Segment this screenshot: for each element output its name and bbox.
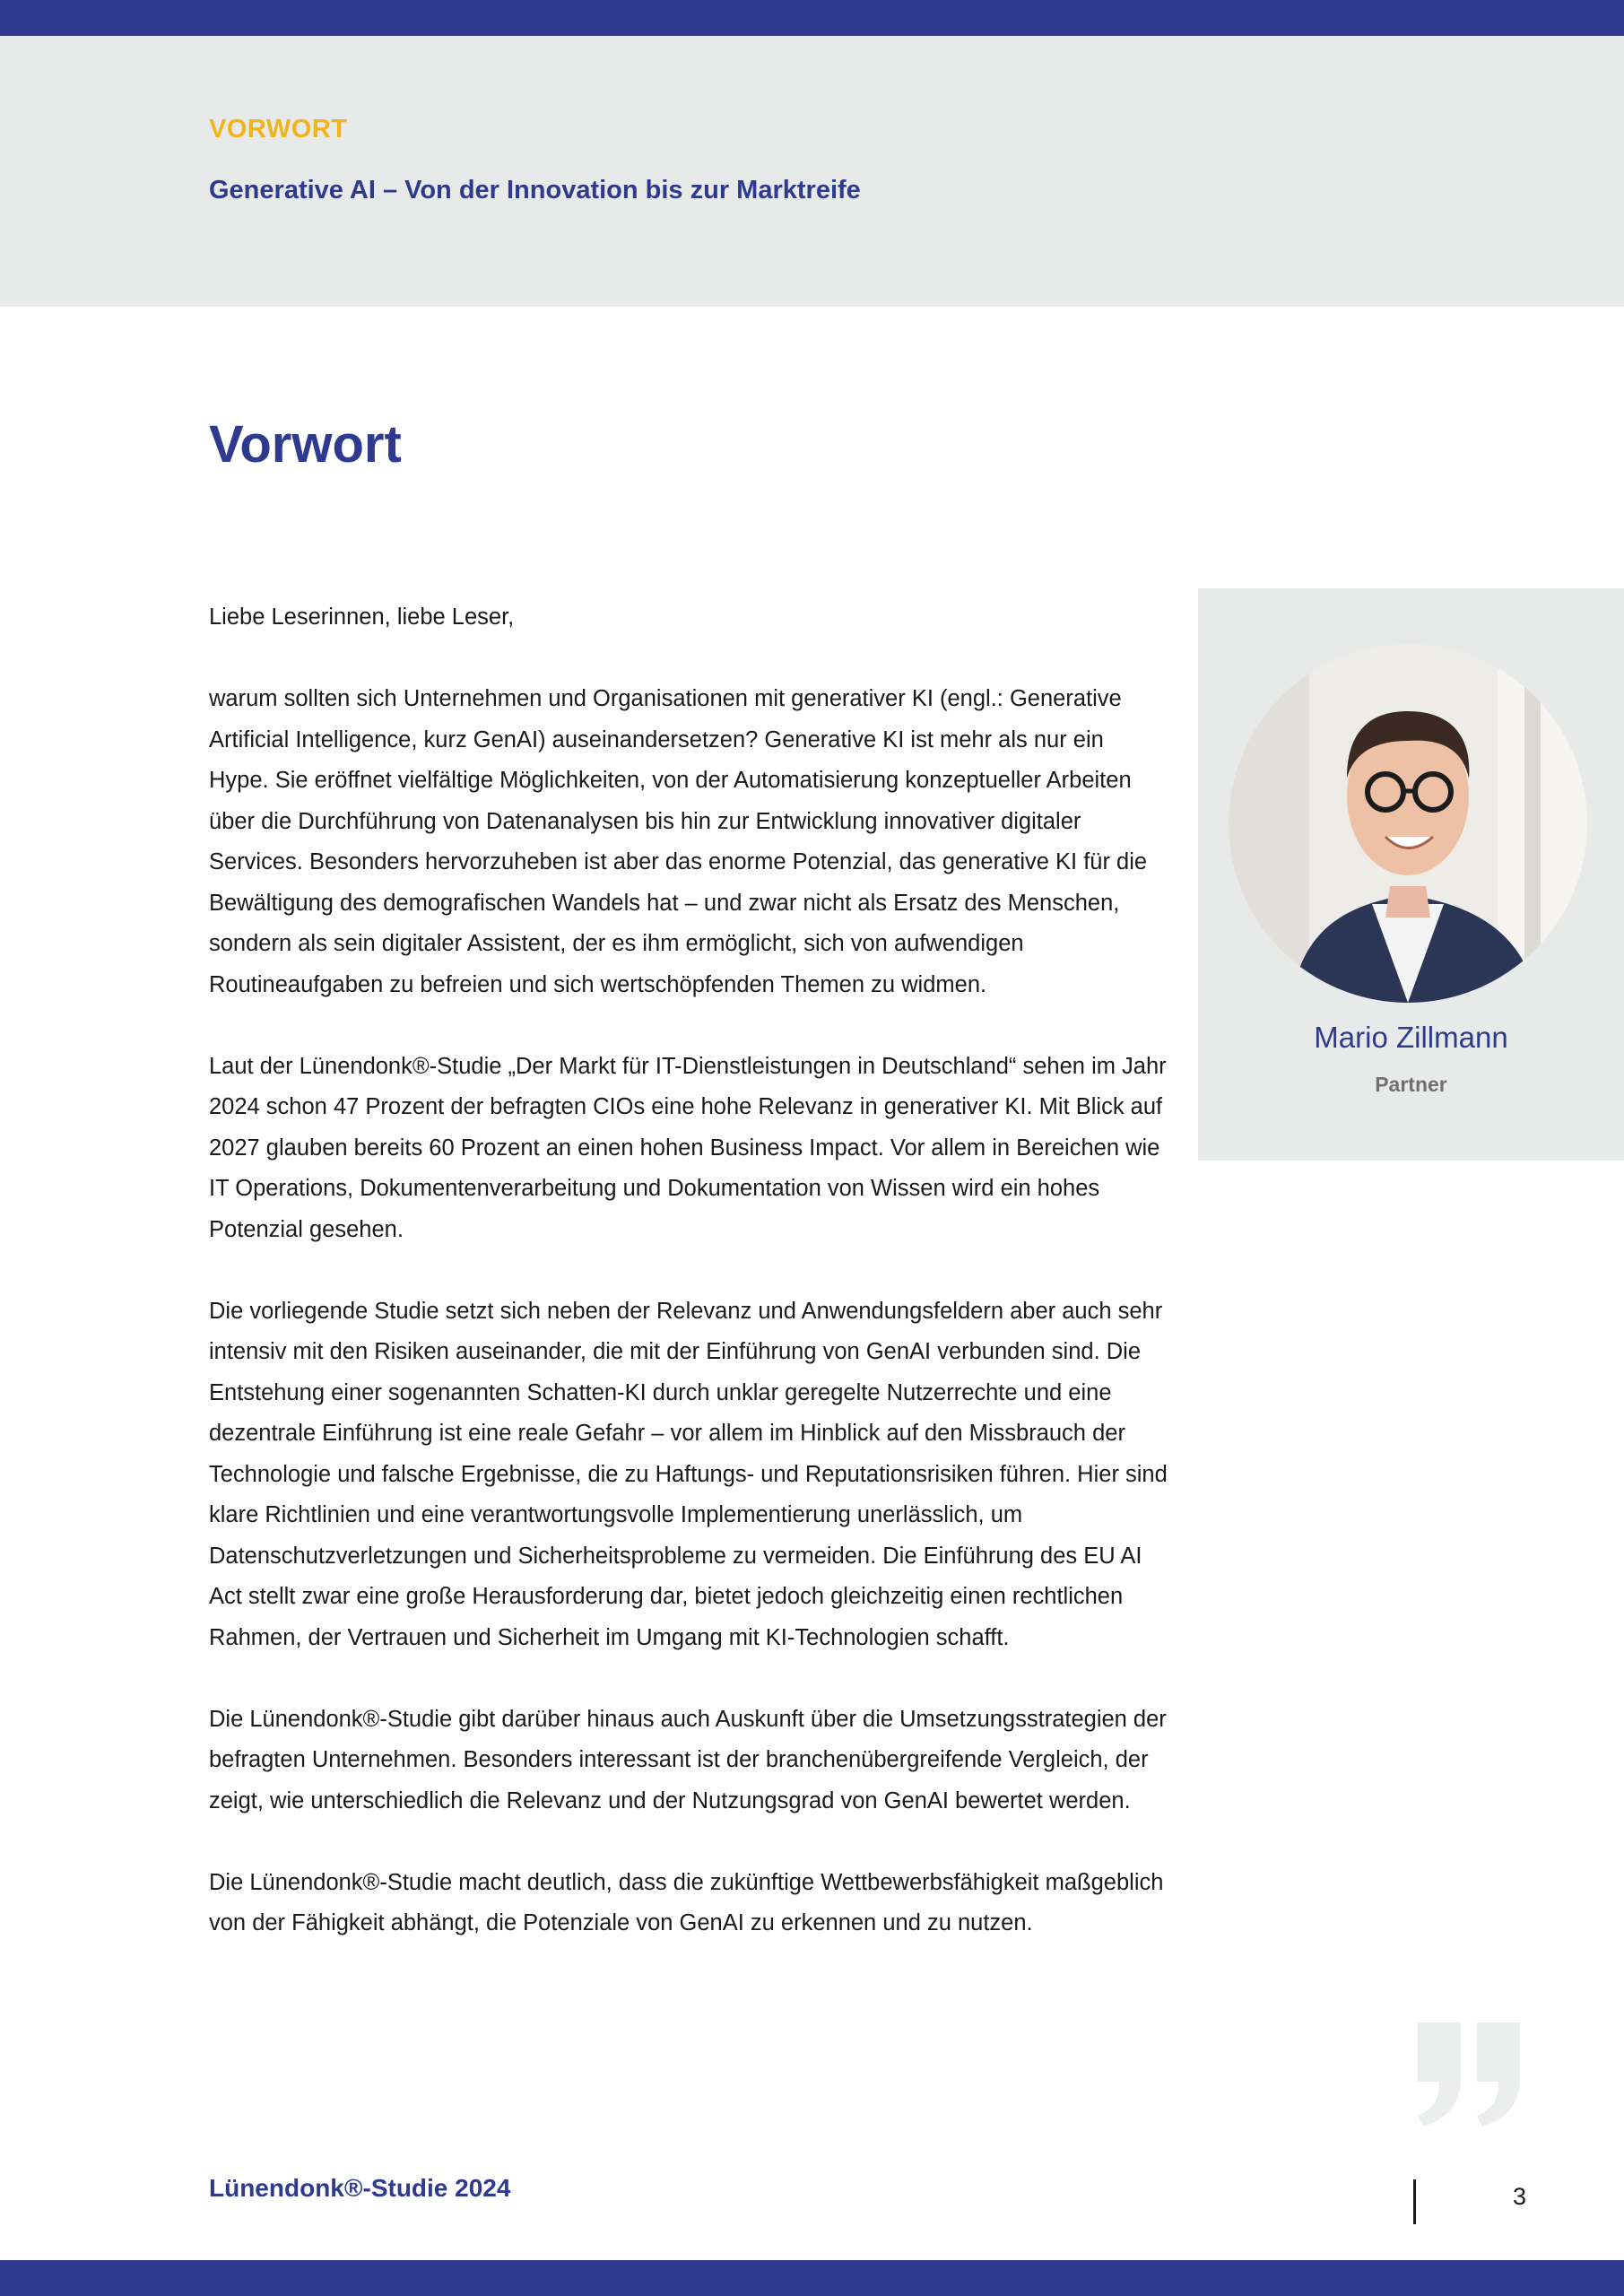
top-brand-bar bbox=[0, 0, 1624, 36]
author-role: Partner bbox=[1375, 1073, 1447, 1096]
salutation: Liebe Leserinnen, liebe Leser, bbox=[209, 604, 515, 630]
author-portrait bbox=[1229, 644, 1587, 1003]
portrait-illustration bbox=[1229, 644, 1587, 1003]
body-paragraph: warum sollten sich Unternehmen und Organisationen mit generativer KI (engl.: Generative Artificial Intelligence, kurz GenAI) auseinandersetzen? Generative KI ist mehr als nur ein Hype. Sie eröffnet vielfältige Möglichkeiten, von der Automatisierung konzeptueller Arbeiten über die Durchführung von Datenanalysen bis hin zur Entwicklung innovativer digitaler Services. Besonders hervorzuheben ist aber das enorme Potenzial, das generative KI für die Bewältigung des demografischen Wandels hat – und zwar nicht als Ersatz des Menschen, sondern als sein digitaler Assistent, der es ihm ermöglicht, sich von aufwendigen Routineaufgaben zu befreien und sich wertschöpfenden Themen zu widmen. bbox=[209, 686, 1148, 997]
author-name: Mario Zillmann bbox=[1314, 1021, 1508, 1054]
body-paragraph: Die Lünendonk®-Studie macht deutlich, dass die zukünftige Wettbewerbsfähigkeit maßgeblich von der Fähigkeit abhängt, die Potenziale von GenAI zu erkennen und zu nutzen. bbox=[209, 1869, 1164, 1935]
section-subtitle: Generative AI – Von der Innovation bis zur Marktreife bbox=[209, 176, 861, 204]
page-title: Vorwort bbox=[209, 415, 402, 474]
body-paragraph: Laut der Lünendonk®-Studie „Der Markt für IT-Dienstleistungen in Deutschland“ sehen im Jahr 2024 schon 47 Prozent der befragten CIOs eine hohe Relevanz in generativer KI. Mit Blick auf 2027 glauben bereits 60 Prozent an einen hohen Business Impact. Vor allem in Bereichen wie IT Operations, Dokumentenverarbeitung und Dokumentation von Wissen wird ein hohes Potenzial gesehen. bbox=[209, 1053, 1167, 1242]
footer-divider bbox=[1413, 2179, 1416, 2224]
author-profile-panel bbox=[1198, 588, 1624, 1161]
foreword-body bbox=[209, 597, 1168, 1944]
footer-publication: Lünendonk®-Studie 2024 bbox=[209, 2174, 511, 2202]
section-label: VORWORT bbox=[209, 115, 348, 144]
body-paragraph: Die Lünendonk®-Studie gibt darüber hinaus auch Auskunft über die Umsetzungsstrategien der befragten Unternehmen. Besonders interessant ist der branchenübergreifende Vergleich, der zeigt, wie unterschiedlich die Relevanz und der Nutzungsgrad von GenAI bewertet werden. bbox=[209, 1706, 1167, 1813]
body-paragraph: Die vorliegende Studie setzt sich neben der Relevanz und Anwendungsfeldern aber auch sehr intensiv mit den Risiken auseinander, die mit der Einführung von GenAI verbunden sind. Die Entstehung einer sogenannten Schatten-KI durch unklar geregelte Nutzerrechte und eine dezentrale Einführung ist eine reale Gefahr – vor allem im Hinblick auf den Missbrauch der Technologie und falsche Ergebnisse, die zu Haftungs- und Reputationsrisiken führen. Hier sind klare Richtlinien und eine verantwortungsvolle Implementierung unerlässlich, um Datenschutzverletzungen und Sicherheitsprobleme zu vermeiden. Die Einführung des EU AI Act stellt zwar eine große Herausforderung dar, bietet jedoch gleichzeitig einen rechtlichen Rahmen, der Vertrauen und Sicherheit im Umgang mit KI-Technologien schafft. bbox=[209, 1298, 1168, 1650]
header-band bbox=[0, 36, 1624, 307]
bottom-brand-bar bbox=[0, 2260, 1624, 2296]
quote-mark-icon bbox=[1412, 2022, 1525, 2126]
page-number: 3 bbox=[1512, 2183, 1526, 2210]
